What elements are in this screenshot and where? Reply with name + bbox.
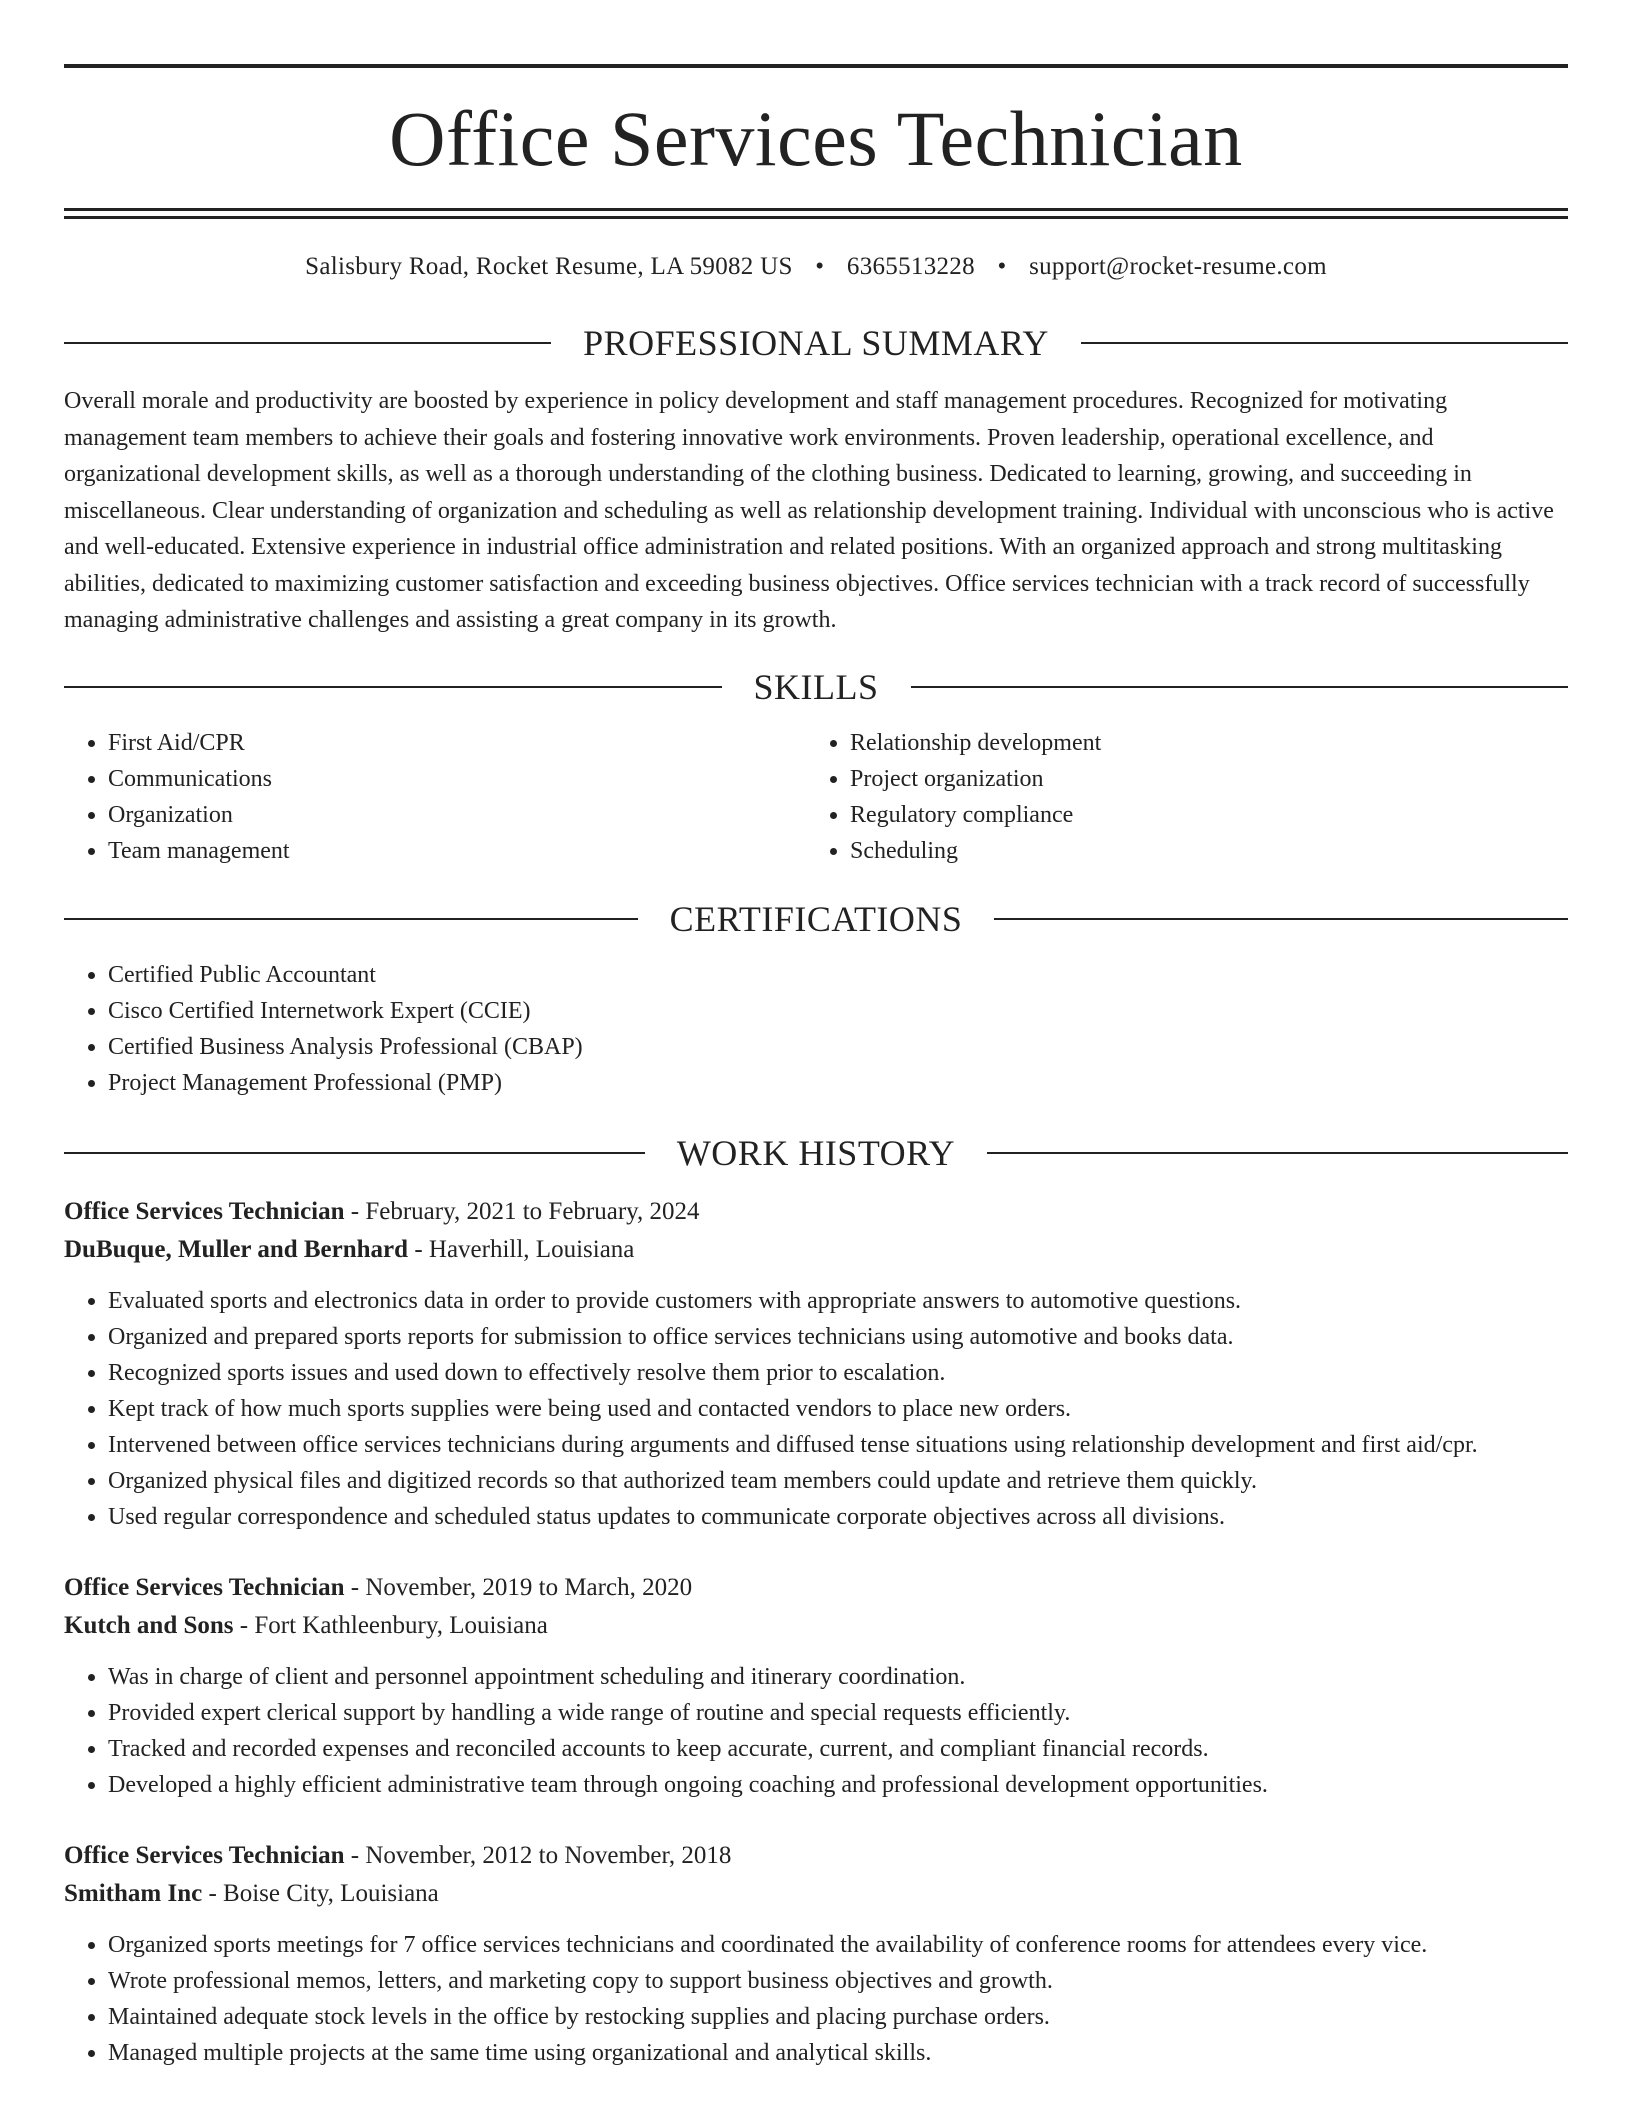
dash-separator: -: [344, 1573, 366, 1601]
summary-heading: PROFESSIONAL SUMMARY: [583, 323, 1049, 363]
job-bullet: • Organized physical files and digitized records so that authorized team members could update and retrieve them quickly.: [108, 1463, 1568, 1499]
skill-item: • Relationship development: [850, 725, 1568, 761]
certifications-heading: CERTIFICATIONS: [669, 898, 963, 939]
job-title: Office Services Technician: [64, 1197, 345, 1225]
job-title-line: [64, 1193, 1568, 1231]
certification-item: • Certified Public Accountant: [108, 957, 1568, 993]
section-heading-summary: [64, 325, 1568, 361]
job-title: Office Services Technician: [64, 1841, 345, 1869]
heading-rule-right: [994, 918, 1568, 920]
job-dates: November, 2019 to March, 2020: [365, 1573, 693, 1601]
job-bullet: • Developed a highly efficient administrative team through ongoing coaching and professional development opportunities.: [108, 1767, 1568, 1803]
job-bullets: [64, 1283, 1568, 1535]
contact-phone: 6365513228: [846, 253, 975, 280]
job-bullet: • Organized sports meetings for 7 office services technicians and coordinated the availability of conference rooms for attendees every vice.: [108, 1927, 1568, 1963]
job-bullets: [64, 1927, 1568, 2071]
job-location: Fort Kathleenbury, Louisiana: [254, 1611, 548, 1639]
skill-item: • Team management: [108, 833, 806, 869]
skills-column-left: [64, 725, 806, 869]
heading-rule-left: [64, 1152, 645, 1154]
job-location: Boise City, Louisiana: [223, 1879, 439, 1907]
skill-item: • Project organization: [850, 761, 1568, 797]
job-bullet: • Wrote professional memos, letters, and marketing copy to support business objectives and growth.: [108, 1963, 1568, 1999]
skill-item: • Organization: [108, 797, 806, 833]
top-rule: [64, 64, 1568, 68]
heading-rule-left: [64, 686, 722, 688]
job-bullet: • Intervened between office services technicians during arguments and diffused tense situations using relationship development and first aid/cpr.: [108, 1427, 1568, 1463]
job-company: Kutch and Sons: [64, 1611, 234, 1639]
job-title-line: [64, 1569, 1568, 1607]
job-company: Smitham Inc: [64, 1879, 203, 1907]
skill-item: • Communications: [108, 761, 806, 797]
section-heading-work-history: [64, 1132, 1568, 1173]
job-location: Haverhill, Louisiana: [428, 1235, 635, 1263]
contact-line: [64, 253, 1568, 281]
certifications-list: [64, 957, 1568, 1101]
job-dates: February, 2021 to February, 2024: [365, 1197, 700, 1225]
summary-text: Overall morale and productivity are boosted by experience in policy development and staff management procedures. Recognized for motivating management team members to achieve their goals and fostering innovative work environments. Proven leadership, operational excellence, and organizational development skills, as well as a thorough understanding of the clothing business. Dedicated to learning, growing, and succeeding in miscellaneous. Clear understanding of organization and scheduling as well as relationship development training. Individual with unconscious who is active and well-educated. Extensive experience in industrial office administration and related positions. With an organized approach and strong multitasking abilities, dedicated to maximizing customer satisfaction and exceeding business objectives. Office services technician with a track record of successfully managing administrative challenges and assisting a great company in its growth.: [64, 388, 1554, 633]
job-bullet: • Kept track of how much sports supplies were being used and contacted vendors to place new orders.: [108, 1391, 1568, 1427]
job-bullets: [64, 1659, 1568, 1803]
job-title-line: [64, 1837, 1568, 1875]
job-entry: [64, 1193, 1568, 1535]
job-bullet: • Provided expert clerical support by handling a wide range of routine and special requests efficiently.: [108, 1695, 1568, 1731]
contact-address: Salisbury Road, Rocket Resume, LA 59082 US: [305, 253, 793, 280]
skills-list: [64, 725, 1568, 869]
certification-item: • Certified Business Analysis Professional (CBAP): [108, 1029, 1568, 1065]
certification-item: • Cisco Certified Internetwork Expert (CCIE): [108, 993, 1568, 1029]
skills-column-right: [806, 725, 1568, 869]
dash-separator: -: [202, 1879, 224, 1907]
job-company: DuBuque, Muller and Bernhard: [64, 1235, 409, 1263]
contact-email: support@rocket-resume.com: [1029, 253, 1327, 280]
title-double-rule: [64, 208, 1568, 219]
job-company-line: [64, 1875, 1568, 1913]
job-bullet: • Used regular correspondence and scheduled status updates to communicate corporate objectives across all divisions.: [108, 1499, 1568, 1535]
job-bullet: • Tracked and recorded expenses and reconciled accounts to keep accurate, current, and compliant financial records.: [108, 1731, 1568, 1767]
job-bullet: • Managed multiple projects at the same time using organizational and analytical skills.: [108, 2035, 1568, 2071]
dash-separator: -: [344, 1841, 366, 1869]
job-bullet: • Recognized sports issues and used down to effectively resolve them prior to escalation.: [108, 1355, 1568, 1391]
heading-rule-right: [987, 1152, 1568, 1154]
bullet-separator: •: [997, 253, 1007, 280]
job-company-line: [64, 1607, 1568, 1645]
job-entry: [64, 1569, 1568, 1803]
work-history-heading: WORK HISTORY: [676, 1132, 956, 1173]
page-title: Office Services Technician: [389, 95, 1243, 182]
job-bullet: • Was in charge of client and personnel appointment scheduling and itinerary coordination.: [108, 1659, 1568, 1695]
dash-separator: -: [233, 1611, 255, 1639]
dash-separator: -: [344, 1197, 366, 1225]
skill-item: • Regulatory compliance: [850, 797, 1568, 833]
heading-rule-left: [64, 918, 638, 920]
bullet-separator: •: [815, 253, 825, 280]
certification-item: • Project Management Professional (PMP): [108, 1065, 1568, 1101]
job-entry: [64, 1837, 1568, 2071]
section-heading-skills: [64, 666, 1568, 707]
job-dates: November, 2012 to November, 2018: [365, 1841, 732, 1869]
job-bullet: • Maintained adequate stock levels in the office by restocking supplies and placing purchase orders.: [108, 1999, 1568, 2035]
skills-heading: SKILLS: [753, 666, 879, 707]
heading-rule-left: [64, 342, 551, 344]
dash-separator: -: [408, 1235, 429, 1263]
skill-item: • First Aid/CPR: [108, 725, 806, 761]
job-bullet: • Evaluated sports and electronics data in order to provide customers with appropriate answers to automotive questions.: [108, 1283, 1568, 1319]
skill-item: • Scheduling: [850, 833, 1568, 869]
heading-rule-right: [911, 686, 1569, 688]
section-heading-certifications: [64, 898, 1568, 939]
job-company-line: [64, 1231, 1568, 1269]
heading-rule-right: [1081, 342, 1568, 344]
job-title: Office Services Technician: [64, 1573, 345, 1601]
job-bullet: • Organized and prepared sports reports for submission to office services technicians using automotive and books data.: [108, 1319, 1568, 1355]
